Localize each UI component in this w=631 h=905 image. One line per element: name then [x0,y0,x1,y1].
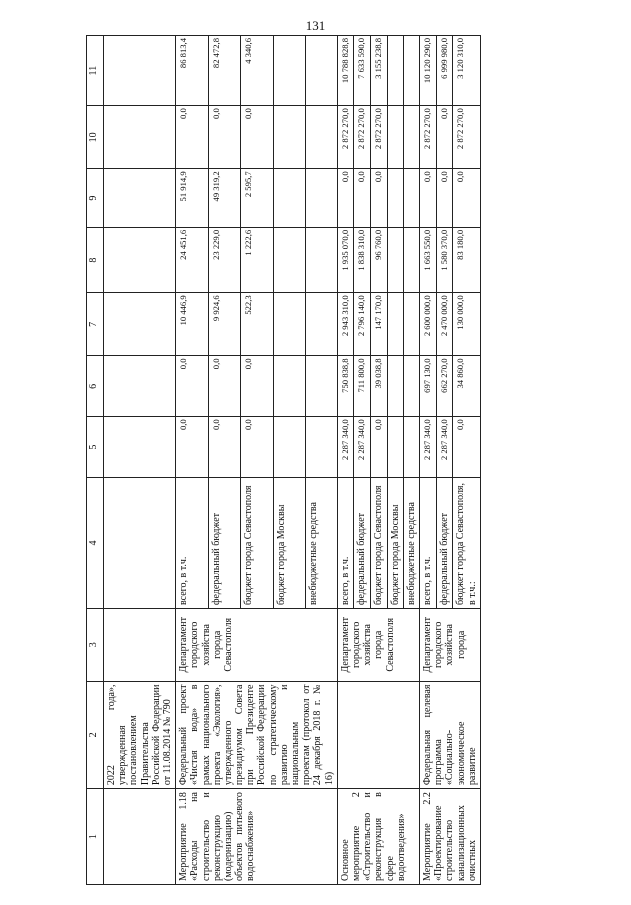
amount-cell [403,293,419,356]
col-header-9: 9 [87,169,104,227]
funding-source: федеральный бюджет [354,478,371,609]
amount-cell: 522,3 [241,293,274,356]
amount-cell: 0,0 [176,356,209,417]
col-header-11: 11 [87,36,104,106]
measure-name: Мероприятие 2.2 «Проектирование строительство канализационных очистных [420,789,481,885]
table-row [420,36,437,885]
amount-cell: 2 872 270,0 [371,106,388,169]
budget-table [86,35,481,885]
amount-cell: 0,0 [453,169,481,227]
amount-cell: 130 000,0 [453,293,481,356]
amount-cell [403,169,419,227]
amount-cell [305,169,337,227]
funding-source: внебюджетные средства [305,478,337,609]
amount-cell: 24 451,6 [176,227,209,292]
continuation-text: 2022 года», утвержденная постановлением Правительства Российской Федерации от 11.08.2014 № 790 [104,681,176,789]
amount-cell: 0,0 [241,417,274,478]
amount-cell: 23 229,0 [208,227,241,292]
amount-cell: 0,0 [371,169,388,227]
table-row [337,36,354,885]
funding-source: федеральный бюджет [436,478,453,609]
amount-cell [387,356,403,417]
funding-source: бюджет города Севастополя [241,478,274,609]
amount-cell: 2 600 000,0 [420,293,437,356]
amount-cell: 7 633 590,0 [354,36,371,106]
measure-name: Мероприятие 1.18 «Расходы на строительство и реконструкцию (модернизацию) объектов питьевого водоснабжения» [176,789,338,885]
amount-cell [305,417,337,478]
amount-cell: 1 580 370,0 [436,227,453,292]
amount-cell: 6 999 980,0 [436,36,453,106]
amount-cell [274,356,306,417]
amount-cell: 0,0 [208,106,241,169]
measure-basis [337,681,419,789]
amount-cell: 83 180,0 [453,227,481,292]
continuation-cell-1 [104,789,176,885]
col-header-7: 7 [87,293,104,356]
measure-basis: Федеральный проект «Чистая вода» в рамках национального проекта «Экология», утвержденного президиумом Совета при Президенте Российской Федерации по стратегическому развитию и национальным проектам (протокол от 24 декабря 2018 г. № 16) [176,681,338,789]
amount-cell: 1 222,6 [241,227,274,292]
amount-cell: 2 872 270,0 [420,106,437,169]
amount-cell: 0,0 [436,169,453,227]
amount-cell: 82 472,8 [208,36,241,106]
amount-cell [387,293,403,356]
amount-cell: 697 130,0 [420,356,437,417]
amount-cell: 0,0 [241,106,274,169]
block-measure-2-2 [420,36,481,885]
amount-cell: 0,0 [208,356,241,417]
amount-cell [274,169,306,227]
amount-cell [305,227,337,292]
amount-cell: 4 340,6 [241,36,274,106]
amount-cell [403,36,419,106]
measure-name: Основное мероприятие 2 «Строительство и реконструкция в сфере водоотведения» [337,789,419,885]
amount-cell: 2 287 340,0 [354,417,371,478]
col-header-2: 2 [87,681,104,789]
amount-cell [387,106,403,169]
amount-cell [387,169,403,227]
col-header-6: 6 [87,356,104,417]
amount-cell [274,293,306,356]
amount-cell: 10 446,9 [176,293,209,356]
page-number: 131 [305,18,326,33]
col-header-3: 3 [87,609,104,682]
amount-cell: 9 924,6 [208,293,241,356]
col-header-8: 8 [87,227,104,292]
amount-cell [387,417,403,478]
amount-cell [305,36,337,106]
amount-cell: 0,0 [436,106,453,169]
amount-cell: 1 838 310,0 [354,227,371,292]
col-header-10: 10 [87,106,104,169]
amount-cell: 1 935 070,0 [337,227,354,292]
amount-cell: 49 319,2 [208,169,241,227]
amount-cell [387,36,403,106]
amount-cell: 3 120 310,0 [453,36,481,106]
amount-cell: 0,0 [371,417,388,478]
funding-source: всего, в т.ч. [337,478,354,609]
amount-cell [403,417,419,478]
amount-cell: 662 270,0 [436,356,453,417]
amount-cell: 0,0 [176,106,209,169]
col-header-1: 1 [87,789,104,885]
amount-cell [274,36,306,106]
amount-cell: 0,0 [420,169,437,227]
amount-cell [305,293,337,356]
amount-cell [305,106,337,169]
amount-cell: 96 760,0 [371,227,388,292]
amount-cell: 86 813,4 [176,36,209,106]
responsible-executor: Департамент городского хозяйства города [420,609,481,682]
amount-cell: 711 800,0 [354,356,371,417]
block-measure-1-18 [176,36,338,885]
amount-cell [305,356,337,417]
amount-cell [403,227,419,292]
amount-cell: 750 838,8 [337,356,354,417]
funding-source: внебюджетные средства [403,478,419,609]
amount-cell [274,106,306,169]
amount-cell: 147 170,0 [371,293,388,356]
amount-cell: 2 595,7 [241,169,274,227]
amount-cell: 0,0 [241,356,274,417]
responsible-executor: Департамент городского хозяйства города Севастополя [337,609,419,682]
amount-cell: 2 872 270,0 [453,106,481,169]
col-header-5: 5 [87,417,104,478]
amount-cell: 0,0 [354,169,371,227]
funding-source: бюджет города Москвы [274,478,306,609]
amount-cell: 0,0 [208,417,241,478]
amount-cell [274,417,306,478]
amount-cell: 51 914,9 [176,169,209,227]
amount-cell: 0,0 [337,169,354,227]
funding-source: бюджет города Севастополя, в т.ч.: [453,478,481,609]
amount-cell: 2 287 340,0 [436,417,453,478]
funding-source: федеральный бюджет [208,478,241,609]
amount-cell: 34 860,0 [453,356,481,417]
amount-cell: 2 287 340,0 [420,417,437,478]
amount-cell: 10 120 290,0 [420,36,437,106]
amount-cell: 1 663 550,0 [420,227,437,292]
amount-cell: 0,0 [176,417,209,478]
header-row [87,36,104,885]
measure-basis: Федеральная целевая программа «Социально-экономическое развитие [420,681,481,789]
amount-cell: 2 287 340,0 [337,417,354,478]
rotated-table-wrapper [86,35,546,885]
table-row [176,36,209,885]
responsible-executor: Департамент городского хозяйства города Севастополя [176,609,338,682]
amount-cell [387,227,403,292]
amount-cell: 10 788 828,8 [337,36,354,106]
funding-source: всего, в т.ч. [420,478,437,609]
amount-cell: 0,0 [453,417,481,478]
continuation-row [104,36,176,885]
amount-cell: 2 872 270,0 [354,106,371,169]
amount-cell [274,227,306,292]
amount-cell [403,356,419,417]
funding-source: всего, в т.ч. [176,478,209,609]
col-header-4: 4 [87,478,104,609]
funding-source: бюджет города Москвы [387,478,403,609]
amount-cell: 39 038,8 [371,356,388,417]
amount-cell: 2 470 000,0 [436,293,453,356]
amount-cell: 3 155 238,8 [371,36,388,106]
block-main-measure-2 [337,36,419,885]
funding-source: бюджет города Севастополя [371,478,388,609]
amount-cell [403,106,419,169]
amount-cell: 2 796 140,0 [354,293,371,356]
amount-cell: 2 872 270,0 [337,106,354,169]
amount-cell: 2 943 310,0 [337,293,354,356]
